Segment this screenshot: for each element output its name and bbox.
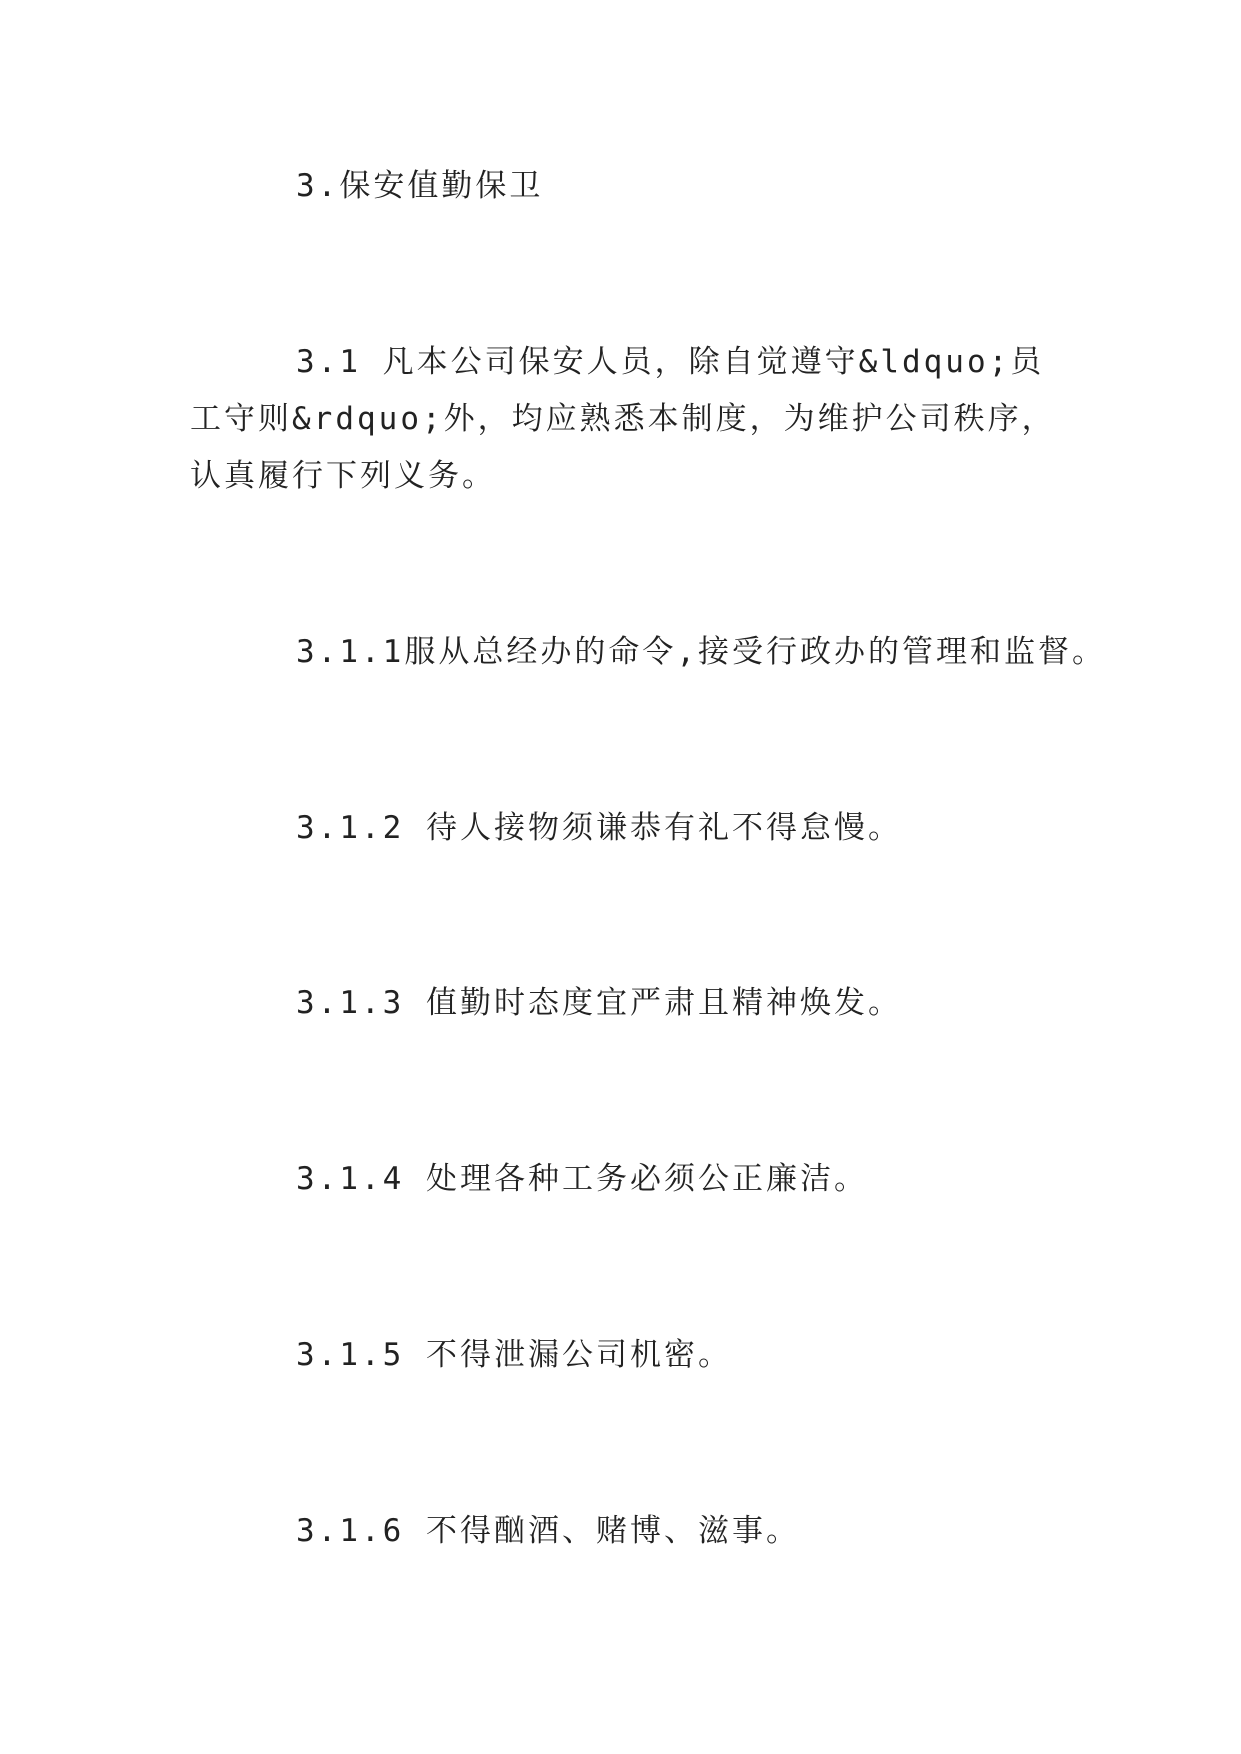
list-item: 3.1.6 不得酗酒、赌博、滋事。 [296,1513,800,1549]
intro-paragraph: 3.1 凡本公司保安人员，除自觉遵守&ldquo;员工守则&rdquo;外，均应熟悉本制度，为维护公司秩序，认真履行下列义务。 [190,344,1056,494]
list-item: 3.1.1服从总经办的命令,接受行政办的管理和监督。 [296,634,1106,670]
list-item: 3.1.3 值勤时态度宜严肃且精神焕发。 [296,985,902,1021]
list-item: 3.1.2 待人接物须谦恭有礼不得怠慢。 [296,810,902,846]
section-heading: 3.保安值勤保卫 [296,168,544,204]
list-item: 3.1.5 不得泄漏公司机密。 [296,1337,732,1373]
list-item: 3.1.4 处理各种工务必须公正廉洁。 [296,1161,868,1197]
